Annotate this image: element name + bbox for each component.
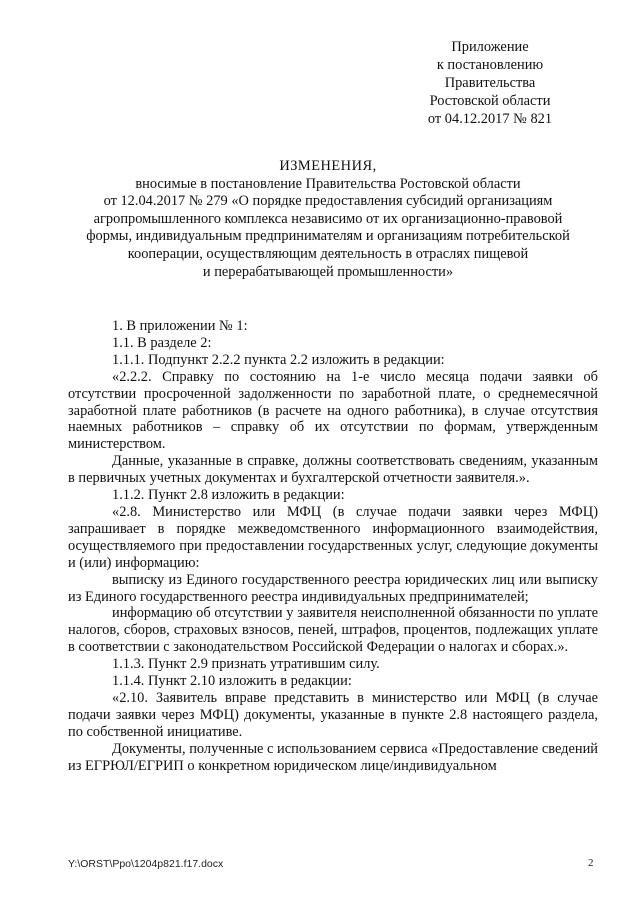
paragraph: 1.1.2. Пункт 2.8 изложить в редакции:: [112, 487, 345, 504]
paragraph: 1. В приложении № 1:: [112, 318, 248, 334]
paragraph: 1.1.3. Пункт 2.9 признать утратившим силу.: [112, 656, 380, 673]
appendix-line: Правительства: [444, 75, 536, 91]
footer-file-path: Y:\ORST\Ppo\1204p821.f17.docx: [68, 858, 224, 870]
appendix-line: от 04.12.2017 № 821: [427, 111, 553, 127]
appendix-header: [400, 38, 580, 128]
appendix-line: Ростовской области: [429, 93, 551, 109]
heading-line: кооперации, осуществляющим деятельность в отраслях пищевой: [127, 245, 529, 262]
paragraph: выписку из Единого государственного реестра юридических лиц или выписку из Единого государственного реестра индивидуальных предпринимателей;: [68, 571, 598, 605]
paragraph: 1.1.1. Подпункт 2.2.2 пункта 2.2 изложить в редакции:: [112, 351, 445, 368]
paragraph: «2.10. Заявитель вправе представить в министерство или МФЦ (в случае подачи заявки через МФЦ) документы, указанные в пункте 2.8 настоящего раздела, по собственной инициативе.: [68, 689, 598, 740]
page-number: 2: [588, 857, 594, 869]
paragraph: Данные, указанные в справке, должны соответствовать сведениям, указанным в первичных учетных документах и бухгалтерской отчетности заявителя.».: [68, 453, 598, 487]
heading-line: от 12.04.2017 № 279 «О порядке предоставления субсидий организациям: [103, 193, 553, 210]
document-body: [68, 318, 598, 774]
document-heading: [58, 158, 598, 281]
paragraph: 1.1. В разделе 2:: [112, 334, 212, 351]
paragraph: «2.2.2. Справку по состоянию на 1-е число месяца подачи заявки об отсутствии просроченной задолженности по заработной плате, о среднемесячной заработной плате работников (в расчете на одного работника), в случае отсутствия наемных работников – справку об их отсутствии по формам, утвержденным министерством.: [68, 368, 598, 453]
heading-line: вносимые в постановление Правительства Ростовской области: [135, 175, 521, 192]
paragraph: «2.8. Министерство или МФЦ (в случае подачи заявки через МФЦ) запрашивает в порядке межведомственного информационного взаимодействия, осуществляемого при предоставлении государственных услуг, следующие документы и (или) информацию:: [68, 503, 598, 571]
paragraph: Документы, полученные с использованием сервиса «Предоставление сведений из ЕГРЮЛ/ЕГРИП о конкретном юридическом лице/индивидуальном: [68, 740, 598, 774]
heading-line: агропромышленного комплекса независимо от их организационно-правовой: [93, 210, 563, 227]
heading-line: формы, индивидуальным предпринимателям и организациям потребительской: [86, 228, 570, 245]
document-title: ИЗМЕНЕНИЯ,: [279, 158, 377, 174]
heading-line: и перерабатывающей промышленности»: [202, 263, 454, 280]
paragraph: 1.1.4. Пункт 2.10 изложить в редакции:: [112, 673, 352, 690]
appendix-line: к постановлению: [436, 57, 544, 73]
paragraph: информацию об отсутствии у заявителя неисполненной обязанности по уплате налогов, сборов, страховых взносов, пеней, штрафов, процентов, подлежащих уплате в соответствии с законодательством Российской Федерации о налогах и сборах.».: [68, 605, 598, 656]
appendix-line: Приложение: [451, 39, 529, 55]
